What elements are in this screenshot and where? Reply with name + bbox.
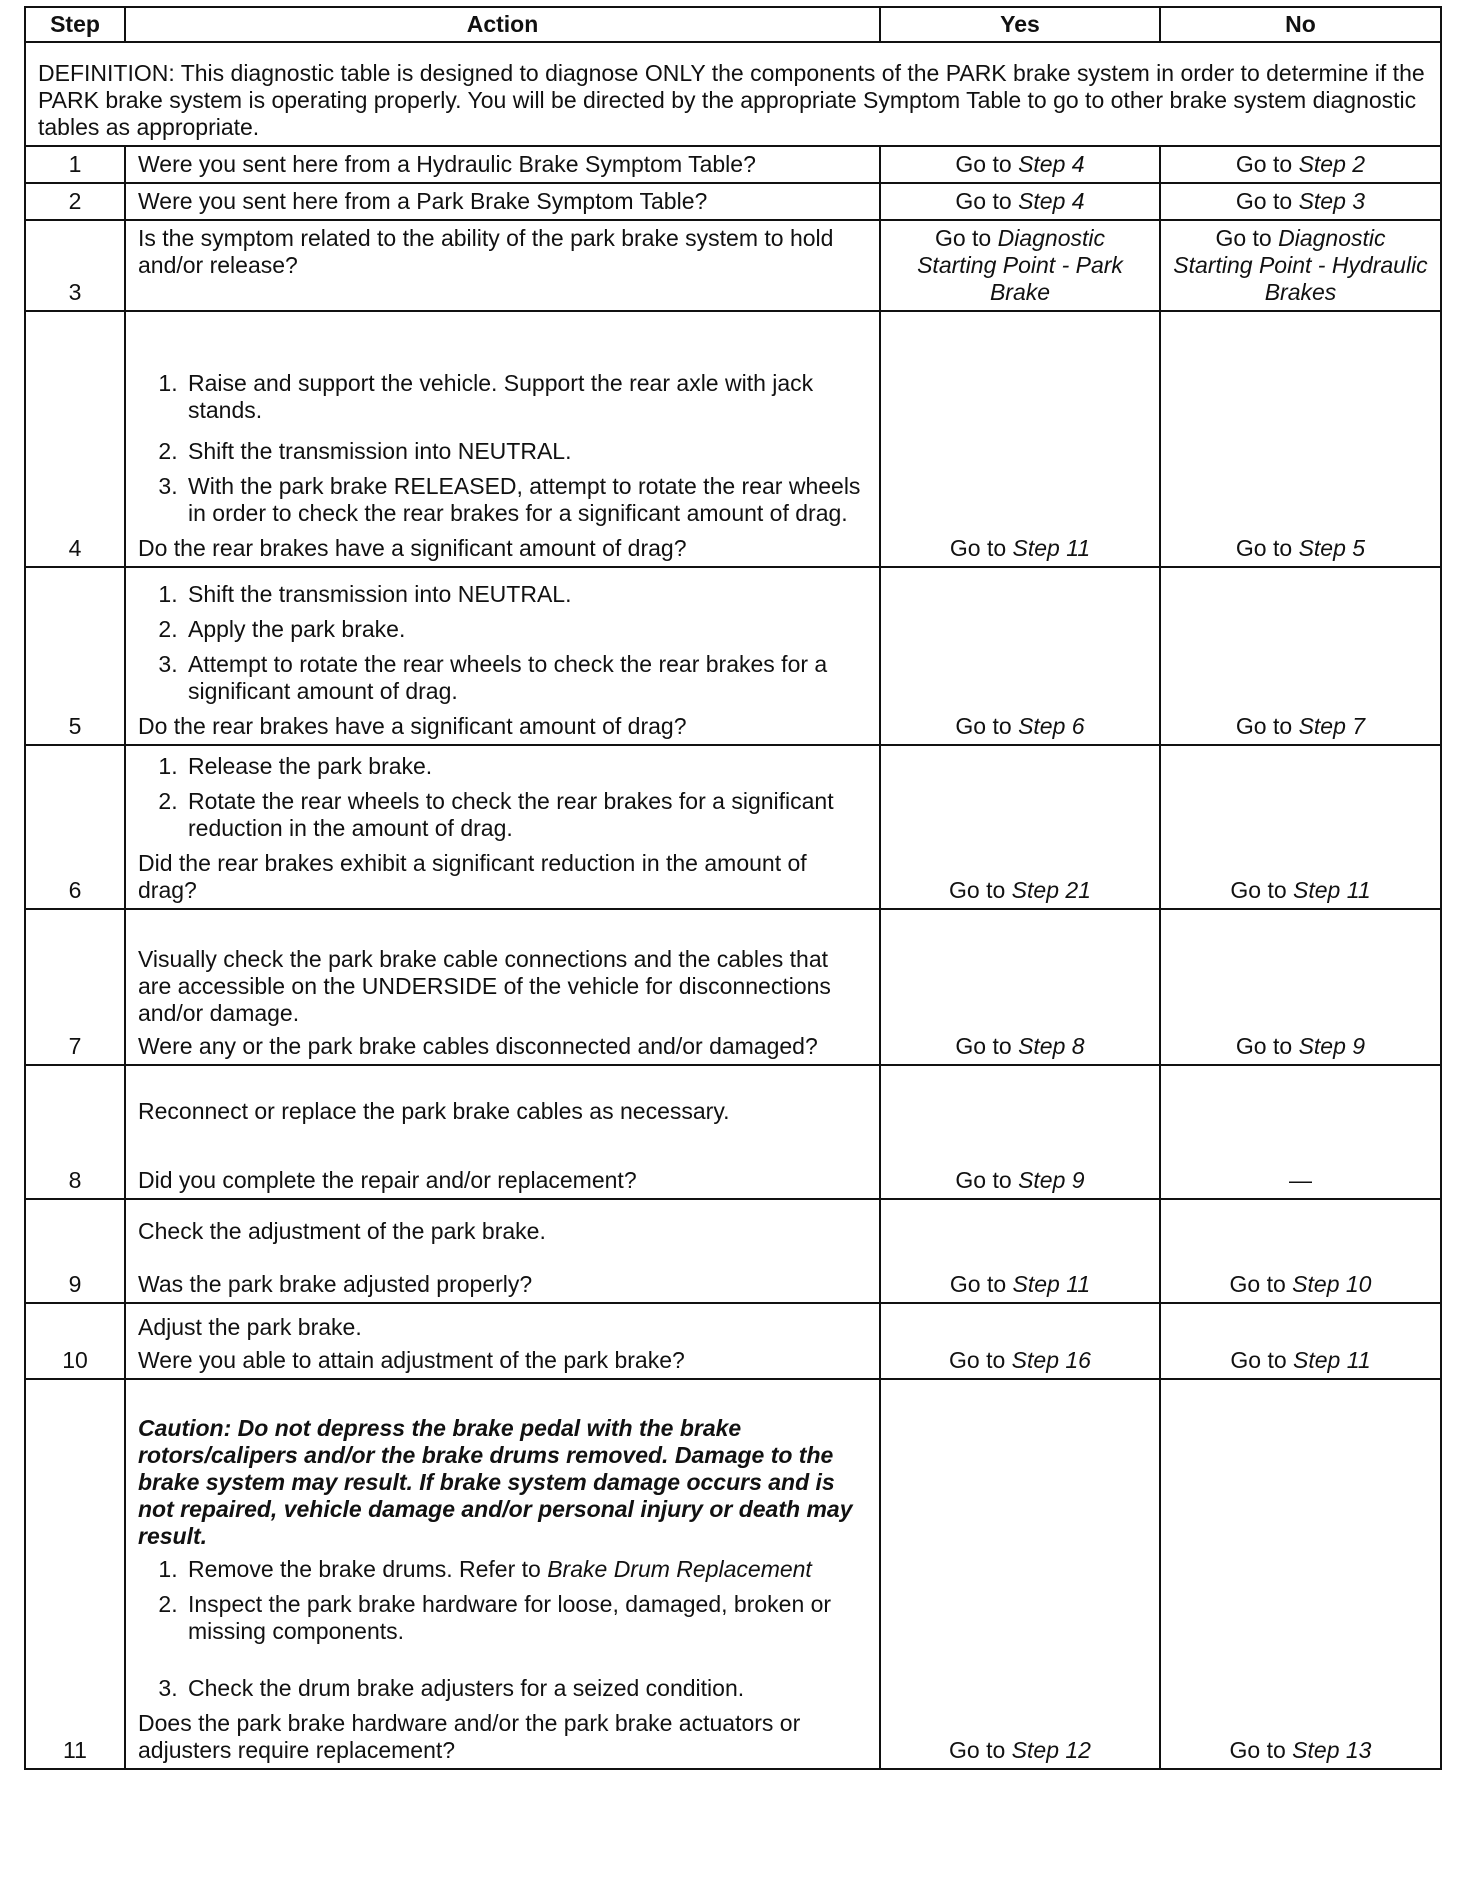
step-number: 9 xyxy=(25,1199,125,1303)
goto-label: Go to xyxy=(955,1167,1012,1193)
question-text: Do the rear brakes have a significant amount of drag? xyxy=(138,535,687,561)
no-target: Step 10 xyxy=(1292,1271,1372,1297)
yes-cell xyxy=(880,567,1160,745)
step-number: 7 xyxy=(25,909,125,1065)
step-number: 10 xyxy=(25,1303,125,1379)
table-row xyxy=(25,909,1441,1065)
goto-label: Go to xyxy=(1235,151,1293,177)
action-cell xyxy=(125,220,880,311)
spacer xyxy=(138,1245,867,1271)
action-cell xyxy=(125,1065,880,1199)
action-list xyxy=(138,1556,867,1702)
table-row xyxy=(25,146,1441,183)
list-item: 3. Check the drum brake adjusters for a seized condition. xyxy=(184,1675,867,1702)
action-list xyxy=(138,753,867,842)
yes-target: Step 11 xyxy=(1012,1271,1091,1297)
list-item: 1. Shift the transmission into NEUTRAL. xyxy=(184,581,867,608)
step-number: 8 xyxy=(25,1065,125,1199)
table-row xyxy=(25,745,1441,909)
yes-target: Step 16 xyxy=(1011,1347,1091,1373)
yes-cell xyxy=(880,1303,1160,1379)
question-text: Was the park brake adjusted properly? xyxy=(138,1271,533,1297)
definition-row xyxy=(25,42,1441,146)
goto-label: Go to xyxy=(934,225,992,251)
header-action: Action xyxy=(125,7,880,42)
yes-target: Step 12 xyxy=(1011,1737,1091,1763)
header-step: Step xyxy=(25,7,125,42)
yes-target: Step 4 xyxy=(1018,151,1085,177)
no-cell xyxy=(1160,1199,1441,1303)
goto-label: Go to xyxy=(955,188,1012,214)
goto-label: Go to xyxy=(1230,877,1287,903)
yes-cell xyxy=(880,745,1160,909)
action-cell xyxy=(125,311,880,567)
action-cell xyxy=(125,1379,880,1769)
action-list xyxy=(138,370,867,527)
no-target: Step 11 xyxy=(1293,1347,1371,1373)
table-row xyxy=(25,1303,1441,1379)
header-yes: Yes xyxy=(880,7,1160,42)
list-item: 3. With the park brake RELEASED, attempt to rotate the rear wheels in order to check the rear brakes for a significant amount of drag. xyxy=(184,473,867,527)
list-item: 2. Shift the transmission into NEUTRAL. xyxy=(184,438,867,465)
step-number: 3 xyxy=(25,220,125,311)
step-number: 6 xyxy=(25,745,125,909)
intro-text: Reconnect or replace the park brake cables as necessary. xyxy=(138,1098,730,1124)
step-number: 2 xyxy=(25,183,125,220)
goto-label: Go to xyxy=(955,1033,1012,1059)
goto-label: Go to xyxy=(949,877,1006,903)
list-item: 2. Inspect the park brake hardware for loose, damaged, broken or missing components. xyxy=(184,1591,867,1645)
goto-label: Go to xyxy=(949,535,1007,561)
caution-text: Caution: Do not depress the brake pedal with the brake rotors/calipers and/or the brake drums removed. Damage to the brake system may result. If brake system damage occurs and is not repaired, vehicle damage and/or personal injury or death may result. xyxy=(138,1415,853,1549)
question-text: Is the symptom related to the ability of the park brake system to hold and/or release? xyxy=(138,225,834,278)
spacer xyxy=(138,1125,867,1167)
goto-label: Go to xyxy=(1229,1737,1286,1763)
table-row xyxy=(25,1065,1441,1199)
goto-label: Go to xyxy=(1235,713,1293,739)
no-cell xyxy=(1160,220,1441,311)
table-row xyxy=(25,220,1441,311)
question-text: Were you sent here from a Park Brake Symptom Table? xyxy=(138,188,708,214)
question-text: Do the rear brakes have a significant amount of drag? xyxy=(138,713,687,739)
reference-link: Brake Drum Replacement xyxy=(547,1556,812,1582)
action-cell xyxy=(125,567,880,745)
list-item: 2. Rotate the rear wheels to check the rear brakes for a significant reduction in the amount of drag. xyxy=(184,788,867,842)
no-target: — xyxy=(1289,1167,1312,1193)
action-cell xyxy=(125,745,880,909)
no-cell xyxy=(1160,1303,1441,1379)
table-row xyxy=(25,311,1441,567)
step-number: 11 xyxy=(25,1379,125,1769)
yes-target: Step 9 xyxy=(1018,1167,1085,1193)
header-row xyxy=(25,7,1441,42)
yes-target: Step 8 xyxy=(1018,1033,1085,1059)
header-no: No xyxy=(1160,7,1441,42)
question-text: Did you complete the repair and/or replacement? xyxy=(138,1167,637,1193)
yes-cell xyxy=(880,1065,1160,1199)
question-text: Does the park brake hardware and/or the park brake actuators or adjusters require replacement? xyxy=(138,1710,801,1763)
step-number: 1 xyxy=(25,146,125,183)
yes-cell xyxy=(880,220,1160,311)
goto-label: Go to xyxy=(1230,1347,1287,1373)
no-target: Step 11 xyxy=(1293,877,1371,903)
no-cell xyxy=(1160,183,1441,220)
no-target: Step 3 xyxy=(1298,188,1366,214)
table-row xyxy=(25,1379,1441,1769)
yes-target: Step 6 xyxy=(1018,713,1085,739)
table-row xyxy=(25,183,1441,220)
goto-label: Go to xyxy=(1235,1033,1293,1059)
no-target: Diagnostic Starting Point - Hydraulic Brakes xyxy=(1173,225,1428,305)
action-list xyxy=(138,581,867,705)
list-item-text: Remove the brake drums. Refer to xyxy=(188,1556,541,1582)
goto-label: Go to xyxy=(955,151,1012,177)
goto-label: Go to xyxy=(949,1737,1006,1763)
no-cell xyxy=(1160,745,1441,909)
yes-cell xyxy=(880,183,1160,220)
intro-text: Check the adjustment of the park brake. xyxy=(138,1218,546,1244)
yes-target: Step 21 xyxy=(1011,877,1091,903)
yes-target: Step 11 xyxy=(1012,535,1091,561)
question-text: Did the rear brakes exhibit a significant reduction in the amount of drag? xyxy=(138,850,807,903)
no-cell xyxy=(1160,909,1441,1065)
no-target: Step 2 xyxy=(1298,151,1366,177)
intro-text: Visually check the park brake cable connections and the cables that are accessible on the UNDERSIDE of the vehicle for disconnections and/or damage. xyxy=(138,946,831,1026)
goto-label: Go to xyxy=(949,1271,1007,1297)
table-row xyxy=(25,567,1441,745)
yes-cell xyxy=(880,1379,1160,1769)
no-cell xyxy=(1160,567,1441,745)
no-target: Step 5 xyxy=(1298,535,1366,561)
goto-label: Go to xyxy=(1235,535,1293,561)
question-text: Were any or the park brake cables disconnected and/or damaged? xyxy=(138,1033,818,1059)
yes-cell xyxy=(880,311,1160,567)
yes-target: Diagnostic Starting Point - Park Brake xyxy=(917,225,1123,305)
yes-target: Step 4 xyxy=(1018,188,1085,214)
step-number: 4 xyxy=(25,311,125,567)
action-cell xyxy=(125,909,880,1065)
goto-label: Go to xyxy=(1235,188,1293,214)
list-item xyxy=(184,1556,867,1583)
intro-text: Adjust the park brake. xyxy=(138,1314,362,1340)
list-item: 3. Attempt to rotate the rear wheels to check the rear brakes for a significant amount of drag. xyxy=(184,651,867,705)
no-cell xyxy=(1160,1379,1441,1769)
goto-label: Go to xyxy=(1215,225,1272,251)
no-target: Step 13 xyxy=(1292,1737,1372,1763)
action-cell xyxy=(125,183,880,220)
step-number: 5 xyxy=(25,567,125,745)
yes-cell xyxy=(880,909,1160,1065)
action-cell xyxy=(125,146,880,183)
goto-label: Go to xyxy=(955,713,1012,739)
table-row xyxy=(25,1199,1441,1303)
question-text: Were you sent here from a Hydraulic Brake Symptom Table? xyxy=(138,151,756,177)
action-cell xyxy=(125,1199,880,1303)
goto-label: Go to xyxy=(1229,1271,1286,1297)
no-cell xyxy=(1160,146,1441,183)
list-item: 1. Release the park brake. xyxy=(184,753,867,780)
no-target: Step 7 xyxy=(1298,713,1366,739)
list-item: 2. Apply the park brake. xyxy=(184,616,867,643)
yes-cell xyxy=(880,146,1160,183)
no-target: Step 9 xyxy=(1298,1033,1366,1059)
goto-label: Go to xyxy=(949,1347,1006,1373)
question-text: Were you able to attain adjustment of the park brake? xyxy=(138,1347,685,1373)
list-item: 1. Raise and support the vehicle. Support the rear axle with jack stands. xyxy=(184,370,867,424)
action-cell xyxy=(125,1303,880,1379)
yes-cell xyxy=(880,1199,1160,1303)
no-cell xyxy=(1160,1065,1441,1199)
definition-text: DEFINITION: This diagnostic table is designed to diagnose ONLY the components of the PARK brake system in order to determine if the PARK brake system is operating properly. You will be directed by the appropriate Symptom Table to go to other brake system diagnostic tables as appropriate. xyxy=(25,42,1441,146)
no-cell xyxy=(1160,311,1441,567)
diagnostic-table xyxy=(24,6,1442,1770)
